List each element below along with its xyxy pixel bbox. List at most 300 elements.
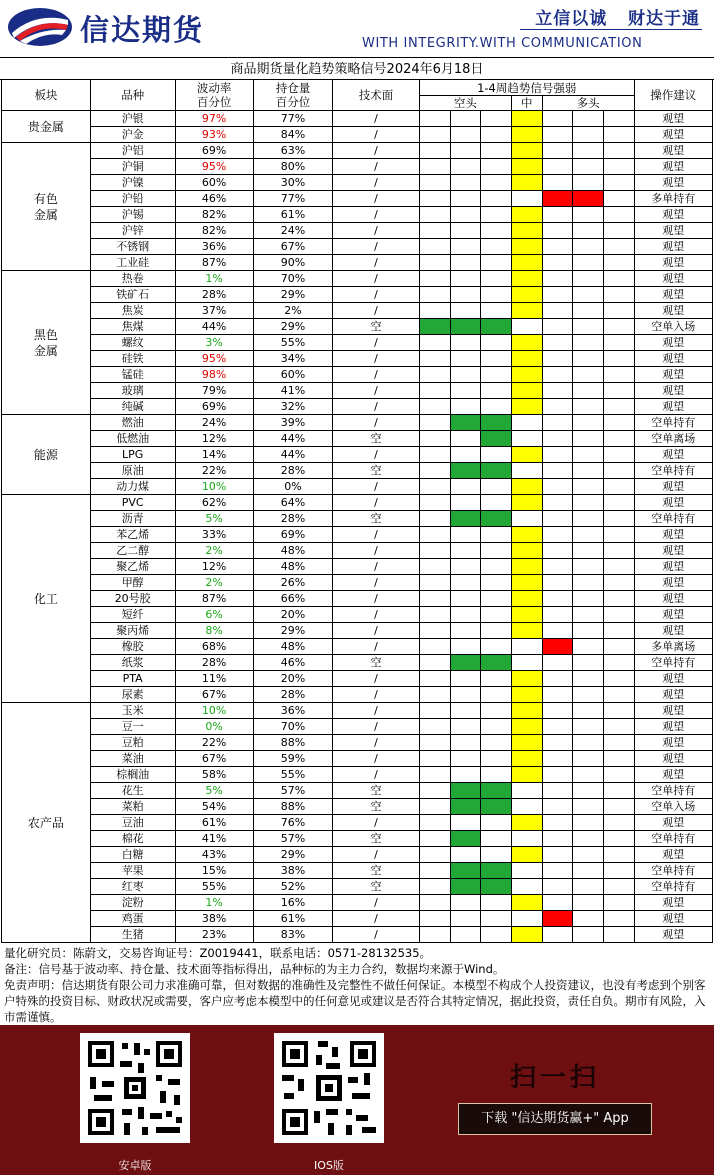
signal-cell [450,399,481,415]
oi-cell: 61% [253,911,332,927]
sector-cell: 黑色 金属 [2,271,91,415]
volatility-cell: 46% [175,191,253,207]
signal-cell [511,671,542,687]
signal-cell [419,783,450,799]
signal-cell [511,111,542,127]
volatility-cell: 12% [175,431,253,447]
signal-cell [481,751,512,767]
signal-cell [481,879,512,895]
signal-cell [603,639,634,655]
technical-cell: / [333,703,420,719]
signal-cell [542,127,573,143]
advice-cell: 观望 [634,479,712,495]
col-volatility-header: 波动率 百分位 [175,80,253,111]
table-row [2,927,713,943]
sector-cell: 有色 金属 [2,143,91,271]
oi-cell: 77% [253,191,332,207]
variety-cell: PTA [90,671,175,687]
signal-cell [573,255,604,271]
oi-cell: 2% [253,303,332,319]
oi-cell: 38% [253,863,332,879]
advice-cell: 空单持有 [634,831,712,847]
signal-cell [542,303,573,319]
table-row [2,687,713,703]
volatility-cell: 8% [175,623,253,639]
volatility-cell: 11% [175,671,253,687]
oi-cell: 46% [253,655,332,671]
signal-cell [603,463,634,479]
signal-cell [450,415,481,431]
signal-cell [511,847,542,863]
signal-cell [481,271,512,287]
signal-cell [481,239,512,255]
table-row [2,255,713,271]
signal-cell [573,527,604,543]
signal-cell [481,495,512,511]
volatility-cell: 93% [175,127,253,143]
signal-cell [542,591,573,607]
col-technical-header: 技术面 [333,80,420,111]
signal-cell [481,111,512,127]
variety-cell: 红枣 [90,879,175,895]
signal-cell [450,367,481,383]
researcher-note: 量化研究员：陈蔚文，交易咨询证号：Z0019441，联系电话：0571-28132535。 [4,946,432,960]
advice-cell: 观望 [634,335,712,351]
oi-cell: 57% [253,783,332,799]
signal-cell [603,671,634,687]
signal-cell [542,527,573,543]
variety-cell: LPG [90,447,175,463]
technical-cell: / [333,751,420,767]
signal-cell [450,287,481,303]
volatility-cell: 5% [175,783,253,799]
signal-cell [603,863,634,879]
volatility-cell: 23% [175,927,253,943]
motto: WITH INTEGRITY.WITH COMMUNICATION [362,36,643,51]
signal-cell [573,543,604,559]
oi-cell: 28% [253,511,332,527]
advice-cell: 空单持有 [634,511,712,527]
slogan-underline [520,29,702,30]
table-row [2,719,713,735]
signal-cell [481,143,512,159]
signal-cell [481,815,512,831]
signal-cell [603,399,634,415]
signal-cell [603,783,634,799]
signal-cell [603,847,634,863]
signal-cell [419,255,450,271]
signal-cell [450,543,481,559]
signal-cell [542,575,573,591]
volatility-cell: 95% [175,159,253,175]
signal-cell [573,303,604,319]
signal-cell [511,335,542,351]
signal-cell [573,719,604,735]
variety-cell: 沪铜 [90,159,175,175]
variety-cell: 鸡蛋 [90,911,175,927]
signal-cell [419,383,450,399]
advice-cell: 观望 [634,895,712,911]
signal-cell [481,735,512,751]
signal-cell [419,207,450,223]
signal-cell [511,575,542,591]
advice-cell: 多单离场 [634,639,712,655]
signal-cell [573,623,604,639]
variety-cell: 不锈钢 [90,239,175,255]
table-row [2,895,713,911]
signal-cell [603,351,634,367]
signal-cell [419,591,450,607]
advice-cell: 观望 [634,111,712,127]
variety-cell: 沥青 [90,511,175,527]
oi-cell: 80% [253,159,332,175]
table-row [2,351,713,367]
signal-cell [542,351,573,367]
volatility-cell: 22% [175,735,253,751]
technical-cell: / [333,687,420,703]
technical-cell: / [333,607,420,623]
ios-qr-code-icon[interactable] [274,1033,384,1143]
advice-cell: 观望 [634,127,712,143]
signal-cell [450,847,481,863]
signal-table-body [2,111,713,943]
variety-cell: 菜油 [90,751,175,767]
signal-cell [542,479,573,495]
signal-cell [542,879,573,895]
signal-cell [419,367,450,383]
technical-cell: / [333,447,420,463]
variety-cell: 工业硅 [90,255,175,271]
signal-cell [542,207,573,223]
signal-cell [542,255,573,271]
signal-cell [573,783,604,799]
signal-cell [450,511,481,527]
technical-cell: / [333,735,420,751]
signal-cell [603,527,634,543]
table-row [2,639,713,655]
advice-cell: 观望 [634,239,712,255]
signal-cell [450,799,481,815]
signal-cell [419,623,450,639]
signal-cell [573,415,604,431]
signal-cell [419,415,450,431]
advice-cell: 观望 [634,175,712,191]
signal-cell [573,223,604,239]
technical-cell: / [333,367,420,383]
signal-cell [573,127,604,143]
table-row [2,863,713,879]
sector-cell: 能源 [2,415,91,495]
volatility-cell: 60% [175,175,253,191]
signal-cell [573,751,604,767]
oi-cell: 55% [253,335,332,351]
signal-cell [511,175,542,191]
technical-cell: 空 [333,463,420,479]
signal-cell [419,447,450,463]
signal-cell [542,735,573,751]
signal-cell [419,143,450,159]
volatility-cell: 69% [175,143,253,159]
table-row [2,511,713,527]
advice-cell: 观望 [634,527,712,543]
signal-cell [450,431,481,447]
variety-cell: 苹果 [90,863,175,879]
signal-cell [542,367,573,383]
signal-cell [511,767,542,783]
signal-cell [542,639,573,655]
signal-cell [450,703,481,719]
technical-cell: / [333,351,420,367]
technical-cell: / [333,223,420,239]
table-row [2,207,713,223]
volatility-cell: 68% [175,639,253,655]
technical-cell: / [333,127,420,143]
signal-cell [573,159,604,175]
signal-cell [511,127,542,143]
signal-cell [603,623,634,639]
signal-cell [419,639,450,655]
signal-cell [542,543,573,559]
sector-cell: 化工 [2,495,91,703]
oi-cell: 60% [253,367,332,383]
download-app-button[interactable]: 下载 "信达期货赢+" App [458,1103,652,1135]
signal-cell [450,719,481,735]
advice-cell: 观望 [634,287,712,303]
signal-cell [450,175,481,191]
oi-cell: 39% [253,415,332,431]
advice-cell: 观望 [634,367,712,383]
table-row [2,799,713,815]
col-advice-header: 操作建议 [634,80,712,111]
signal-cell [542,335,573,351]
signal-cell [542,671,573,687]
signal-cell [511,751,542,767]
variety-cell: 沪铅 [90,191,175,207]
table-row [2,447,713,463]
signal-cell [511,351,542,367]
signal-cell [511,783,542,799]
variety-cell: 沪银 [90,111,175,127]
variety-cell: 沪铝 [90,143,175,159]
technical-cell: / [333,719,420,735]
signal-cell [573,447,604,463]
signal-cell [419,735,450,751]
table-row [2,367,713,383]
signal-cell [481,911,512,927]
signal-cell [481,847,512,863]
volatility-cell: 67% [175,751,253,767]
signal-cell [511,271,542,287]
table-row [2,191,713,207]
signal-cell [419,463,450,479]
signal-cell [573,831,604,847]
variety-cell: 锰硅 [90,367,175,383]
signal-cell [419,271,450,287]
signal-cell [542,687,573,703]
signal-cell [603,415,634,431]
signal-cell [511,911,542,927]
table-row [2,543,713,559]
variety-cell: 铁矿石 [90,287,175,303]
technical-cell: / [333,207,420,223]
technical-cell: / [333,111,420,127]
oi-cell: 48% [253,559,332,575]
volatility-cell: 87% [175,255,253,271]
signal-cell [573,463,604,479]
oi-cell: 48% [253,543,332,559]
signal-cell [419,751,450,767]
technical-cell: / [333,159,420,175]
oi-cell: 61% [253,207,332,223]
signal-cell [542,495,573,511]
variety-cell: 沪金 [90,127,175,143]
signal-cell [542,383,573,399]
signal-cell [481,383,512,399]
variety-cell: 短纤 [90,607,175,623]
oi-cell: 55% [253,767,332,783]
signal-cell [511,159,542,175]
volatility-cell: 10% [175,703,253,719]
col-oi-header: 持仓量 百分位 [253,80,332,111]
signal-cell [511,895,542,911]
advice-cell: 观望 [634,751,712,767]
advice-cell: 观望 [634,719,712,735]
signal-cell [603,687,634,703]
technical-cell: / [333,303,420,319]
signal-cell [450,607,481,623]
signal-cell [419,671,450,687]
brand-name: 信达期货 [80,13,205,47]
signal-cell [542,927,573,943]
advice-cell: 观望 [634,543,712,559]
signal-cell [450,767,481,783]
variety-cell: 花生 [90,783,175,799]
footer-banner [0,1025,714,1175]
signal-cell [419,335,450,351]
volatility-cell: 24% [175,415,253,431]
table-row [2,607,713,623]
signal-cell [511,687,542,703]
volatility-cell: 36% [175,239,253,255]
oi-cell: 70% [253,271,332,287]
signal-cell [450,191,481,207]
signal-cell [573,367,604,383]
signal-cell [511,799,542,815]
signal-cell [419,399,450,415]
signal-cell [511,655,542,671]
oi-cell: 76% [253,815,332,831]
oi-cell: 84% [253,127,332,143]
variety-cell: 豆油 [90,815,175,831]
oi-cell: 29% [253,319,332,335]
report-title: 商品期货量化趋势策略信号2024年6月18日 [0,57,714,80]
signal-cell [573,767,604,783]
signal-cell [481,319,512,335]
col-sector-header: 板块 [2,80,91,111]
technical-cell: / [333,255,420,271]
signal-cell [419,431,450,447]
signal-cell [419,191,450,207]
technical-cell: / [333,671,420,687]
signal-cell [450,159,481,175]
advice-cell: 观望 [634,847,712,863]
signal-cell [419,575,450,591]
table-row [2,431,713,447]
volatility-cell: 97% [175,111,253,127]
advice-cell: 观望 [634,255,712,271]
sector-cell: 贵金属 [2,111,91,143]
signal-cell [603,703,634,719]
signal-cell [511,143,542,159]
volatility-cell: 67% [175,687,253,703]
signal-cell [419,607,450,623]
volatility-cell: 61% [175,815,253,831]
signal-cell [511,223,542,239]
volatility-cell: 14% [175,447,253,463]
table-row [2,831,713,847]
advice-cell: 观望 [634,911,712,927]
advice-cell: 观望 [634,159,712,175]
signal-cell [511,207,542,223]
table-row [2,287,713,303]
signal-cell [542,511,573,527]
signal-cell [542,607,573,623]
volatility-cell: 98% [175,367,253,383]
variety-cell: 乙二醇 [90,543,175,559]
variety-cell: 淀粉 [90,895,175,911]
volatility-cell: 3% [175,335,253,351]
signal-cell [450,687,481,703]
volatility-cell: 41% [175,831,253,847]
technical-cell: / [333,623,420,639]
android-qr-code-icon[interactable] [80,1033,190,1143]
oi-cell: 57% [253,831,332,847]
signal-cell [481,335,512,351]
signal-cell [542,911,573,927]
sector-cell: 农产品 [2,703,91,943]
table-row [2,223,713,239]
advice-cell: 观望 [634,223,712,239]
signal-cell [450,447,481,463]
table-row [2,559,713,575]
variety-cell: 热卷 [90,271,175,287]
signal-cell [481,655,512,671]
signal-cell [481,463,512,479]
oi-cell: 34% [253,351,332,367]
signal-cell [450,143,481,159]
volatility-cell: 5% [175,511,253,527]
signal-cell [542,831,573,847]
signal-cell [419,303,450,319]
signal-cell [603,255,634,271]
advice-cell: 空单入场 [634,799,712,815]
signal-cell [542,287,573,303]
advice-cell: 观望 [634,559,712,575]
technical-cell: / [333,495,420,511]
signal-cell [542,703,573,719]
signal-cell [511,431,542,447]
signal-cell [603,287,634,303]
oi-cell: 36% [253,703,332,719]
signal-cell [603,303,634,319]
signal-cell [481,431,512,447]
signal-cell [542,399,573,415]
signal-cell [481,575,512,591]
signal-cell [542,847,573,863]
table-row [2,591,713,607]
table-row [2,159,713,175]
oi-cell: 29% [253,847,332,863]
